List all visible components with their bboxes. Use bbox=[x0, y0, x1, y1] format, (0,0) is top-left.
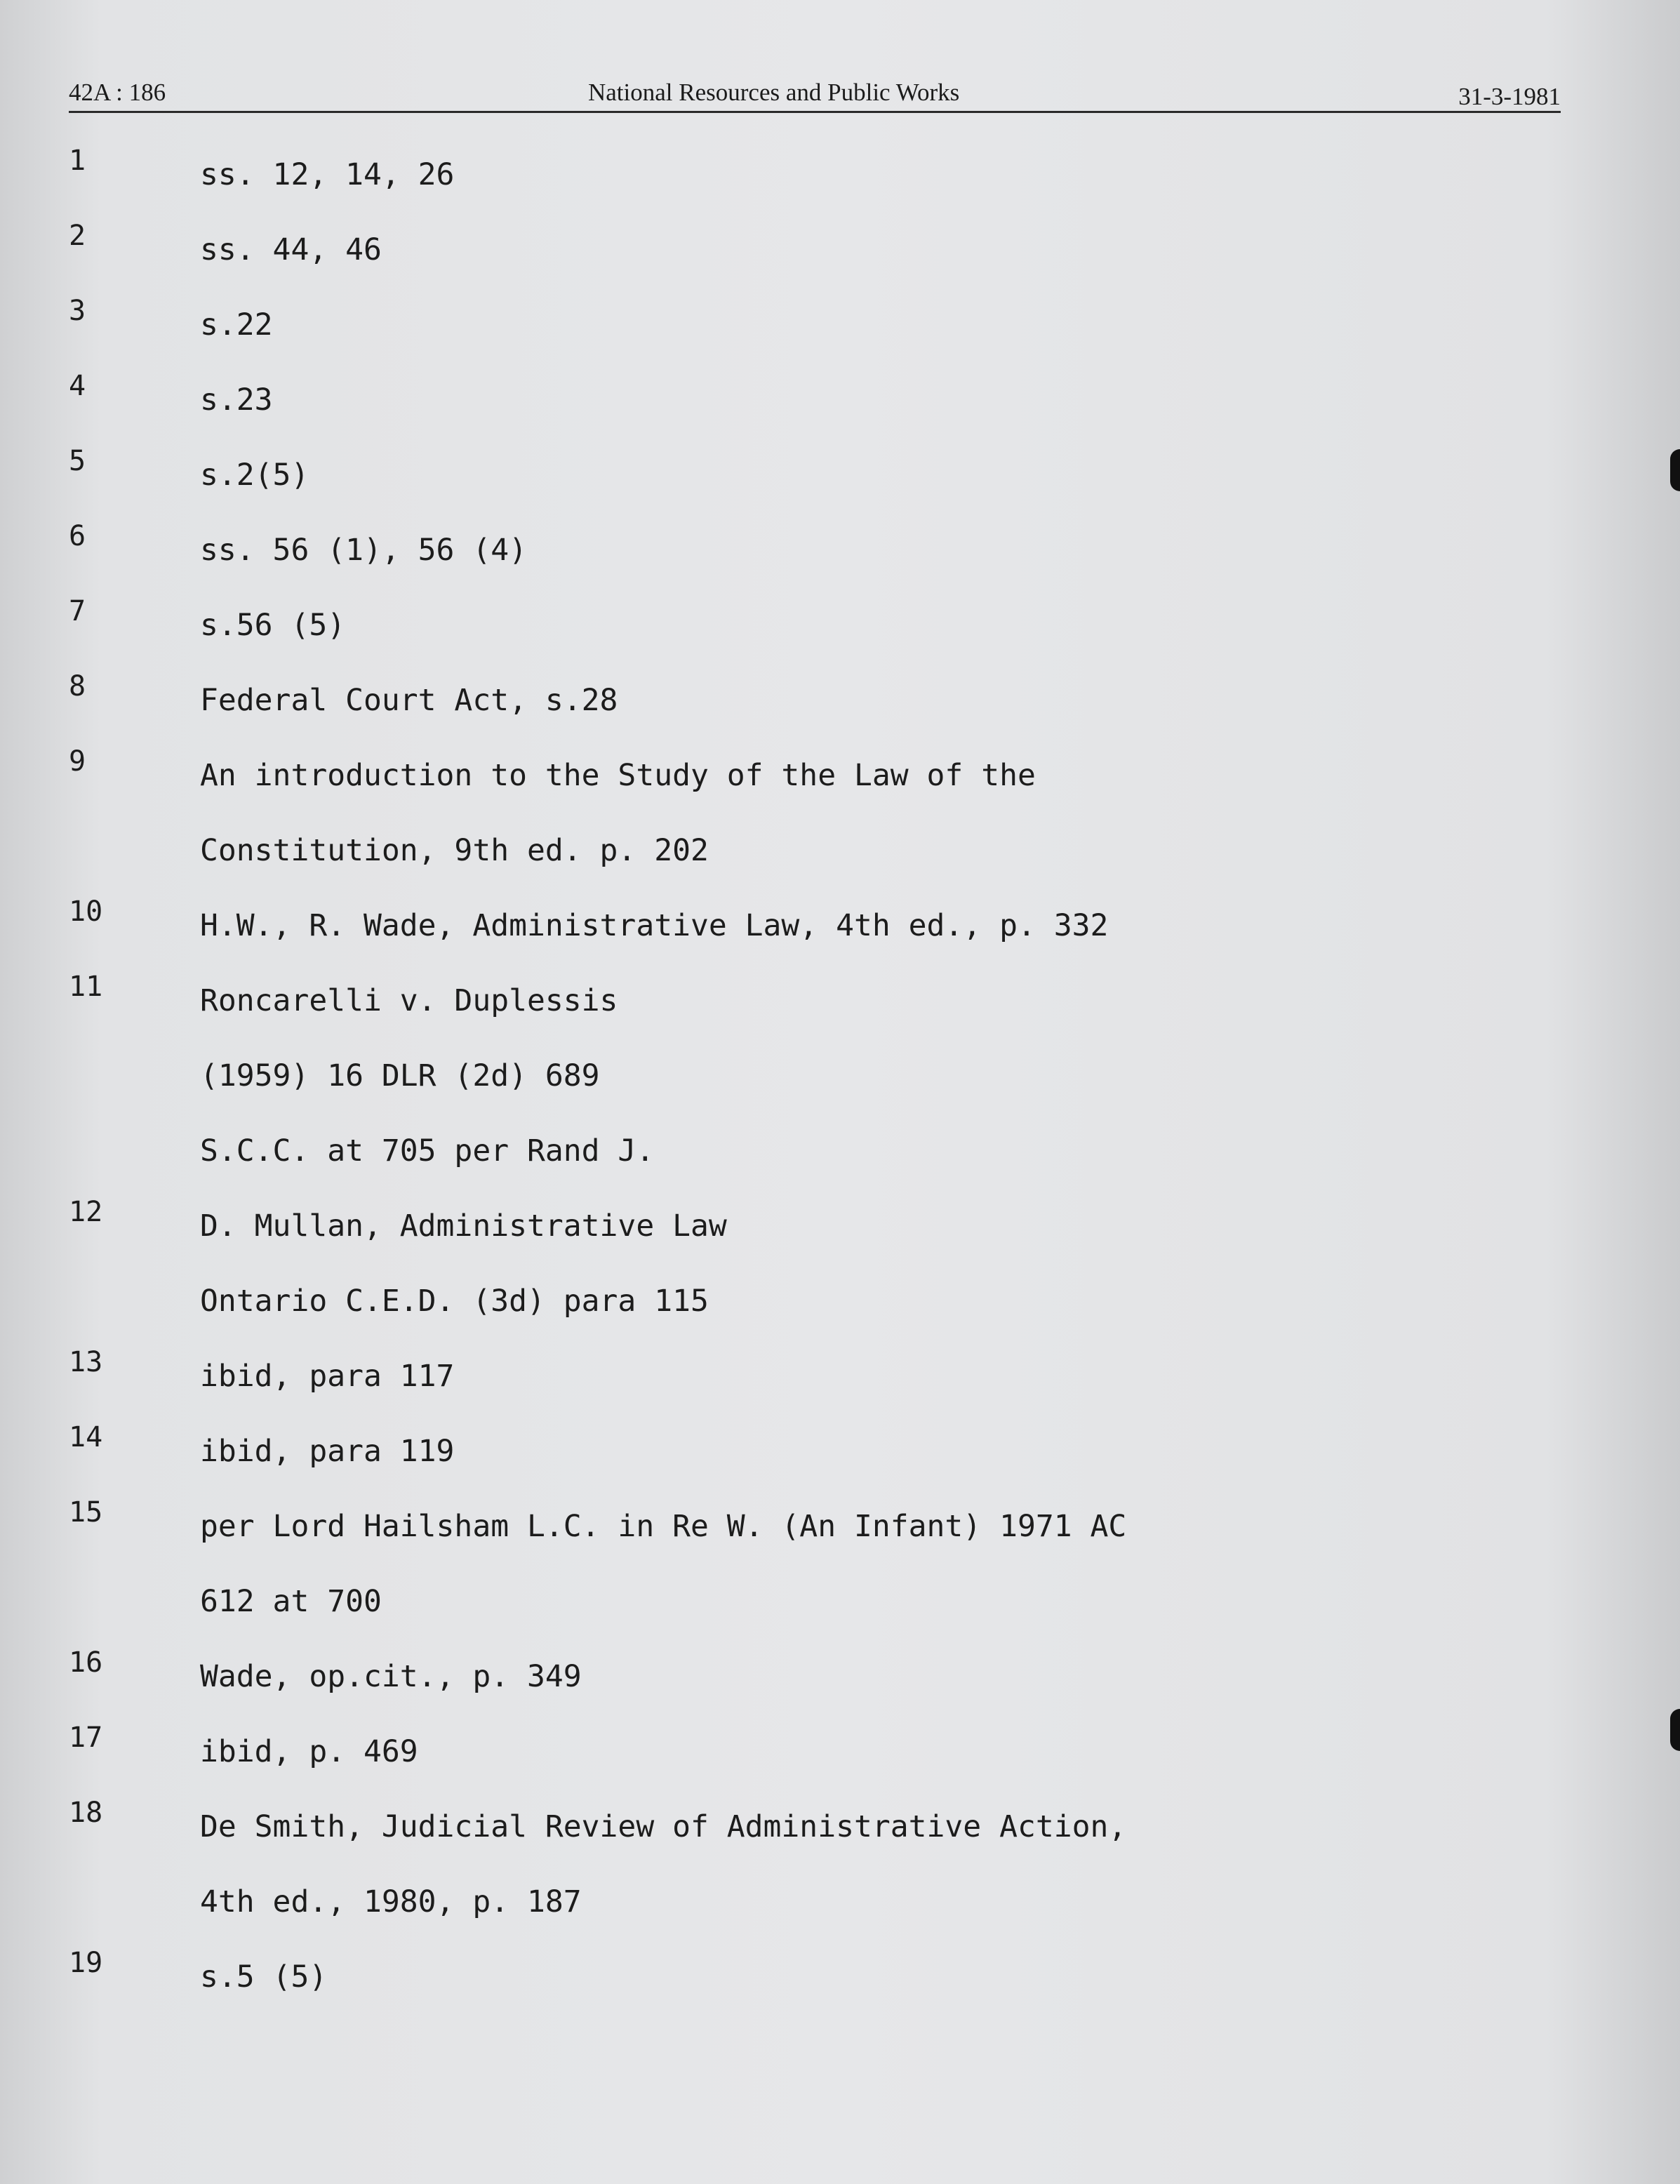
footnote-item bbox=[0, 971, 1680, 1025]
footnote-item bbox=[0, 1196, 1680, 1251]
footnote-text: s.56 (5) bbox=[200, 608, 346, 643]
footnote-text: An introduction to the Study of the Law of the bbox=[200, 758, 1036, 793]
footnote-continuation: Constitution, 9th ed. p. 202 bbox=[200, 833, 709, 868]
footnote-text: ibid, para 119 bbox=[200, 1434, 455, 1469]
footnote-text: s.5 (5) bbox=[200, 1959, 328, 1995]
footnote-text: Wade, op.cit., p. 349 bbox=[200, 1659, 582, 1694]
footnote-item bbox=[0, 1797, 1680, 1851]
page-header bbox=[69, 73, 1561, 115]
footnote-continuation: 4th ed., 1980, p. 187 bbox=[200, 1884, 582, 1919]
footnote-continuation: Ontario C.E.D. (3d) para 115 bbox=[200, 1284, 709, 1319]
footnote-item bbox=[0, 745, 1680, 800]
footnote-text: per Lord Hailsham L.C. in Re W. (An Infant) 1971 AC bbox=[200, 1509, 1127, 1544]
footnote-item bbox=[0, 295, 1680, 349]
footnote-number: 14 bbox=[69, 1421, 103, 1453]
footnote-item bbox=[0, 370, 1680, 425]
footnote-continuation: (1959) 16 DLR (2d) 689 bbox=[200, 1058, 600, 1093]
footnote-text: ibid, p. 469 bbox=[200, 1734, 418, 1769]
footnote-item bbox=[0, 1421, 1680, 1476]
footnote-item bbox=[0, 1646, 1680, 1701]
footnote-number: 19 bbox=[69, 1947, 103, 1979]
footnote-item bbox=[0, 1722, 1680, 1776]
footnote-number: 4 bbox=[69, 370, 86, 402]
footnote-text: D. Mullan, Administrative Law bbox=[200, 1208, 727, 1244]
footnote-item bbox=[0, 520, 1680, 575]
footnote-number: 2 bbox=[69, 220, 86, 252]
footnote-text: De Smith, Judicial Review of Administrative Action, bbox=[200, 1809, 1127, 1844]
footnote-text: Roncarelli v. Duplessis bbox=[200, 983, 618, 1018]
footnote-item bbox=[0, 1947, 1680, 2002]
footnote-item bbox=[0, 220, 1680, 274]
footnote-number: 8 bbox=[69, 670, 86, 703]
footnote-number: 17 bbox=[69, 1722, 103, 1754]
page-number: 42A : 186 bbox=[69, 79, 166, 106]
footnote-text: ibid, para 117 bbox=[200, 1359, 455, 1394]
footnote-number: 5 bbox=[69, 445, 86, 477]
footnote-text: s.22 bbox=[200, 307, 273, 342]
footnote-continuation: S.C.C. at 705 per Rand J. bbox=[200, 1133, 655, 1168]
footnote-item bbox=[0, 445, 1680, 500]
footnote-text: s.2(5) bbox=[200, 458, 309, 493]
footnote-item bbox=[0, 1346, 1680, 1401]
running-title: National Resources and Public Works bbox=[588, 79, 960, 106]
footnote-number: 16 bbox=[69, 1646, 103, 1679]
footnote-number: 7 bbox=[69, 595, 86, 627]
footnote-number: 11 bbox=[69, 971, 103, 1003]
footnote-number: 1 bbox=[69, 145, 86, 177]
footnote-number: 9 bbox=[69, 745, 86, 778]
footnote-text: ss. 44, 46 bbox=[200, 232, 382, 267]
footnote-text: ss. 12, 14, 26 bbox=[200, 157, 455, 192]
punch-hole bbox=[1670, 449, 1680, 491]
footnote-number: 13 bbox=[69, 1346, 103, 1378]
footnote-text: Federal Court Act, s.28 bbox=[200, 683, 618, 718]
footnote-item bbox=[0, 1496, 1680, 1551]
footnote-text: H.W., R. Wade, Administrative Law, 4th ed., p. 332 bbox=[200, 908, 1109, 943]
footnote-number: 3 bbox=[69, 295, 86, 327]
footnote-number: 15 bbox=[69, 1496, 103, 1529]
footnote-item bbox=[0, 895, 1680, 950]
footnote-number: 18 bbox=[69, 1797, 103, 1829]
footnote-item bbox=[0, 595, 1680, 650]
footnote-text: ss. 56 (1), 56 (4) bbox=[200, 533, 527, 568]
header-rule bbox=[69, 111, 1561, 113]
footnote-number: 10 bbox=[69, 895, 103, 928]
page-date: 31-3-1981 bbox=[1458, 83, 1561, 110]
footnote-number: 12 bbox=[69, 1196, 103, 1228]
footnote-number: 6 bbox=[69, 520, 86, 552]
footnote-item bbox=[0, 145, 1680, 199]
footnote-continuation: 612 at 700 bbox=[200, 1584, 382, 1619]
punch-hole bbox=[1670, 1709, 1680, 1751]
footnote-item bbox=[0, 670, 1680, 725]
footnote-text: s.23 bbox=[200, 382, 273, 418]
